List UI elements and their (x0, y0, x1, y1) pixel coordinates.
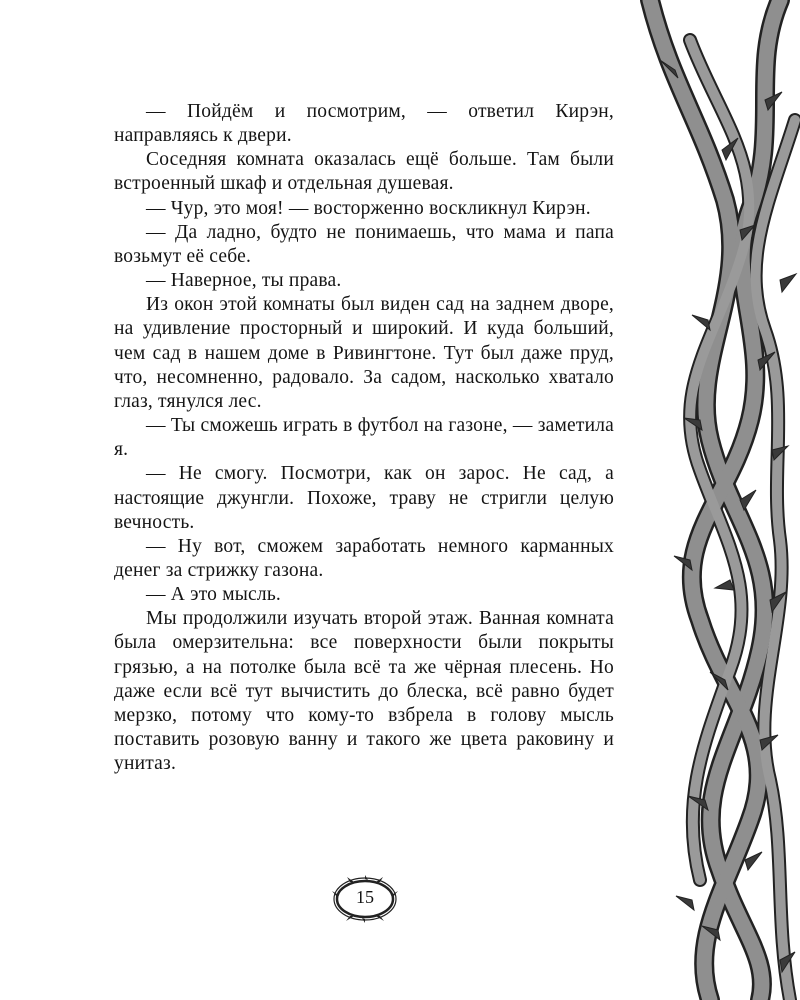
paragraph: Соседняя комната оказалась ещё больше. Там были встроенный шкаф и отдельная душевая. (114, 149, 614, 195)
paragraph: — Не смогу. Посмотри, как он зарос. Не сад, а настоящие джунгли. Похоже, траву не стригли целую вечность. (114, 463, 614, 533)
paragraph: — Пойдём и посмотрим, — ответил Кирэн, направляясь к двери. (114, 101, 614, 147)
paragraph: Из окон этой комнаты был виден сад на заднем дворе, на удивление просторный и широкий. И куда больший, чем сад в нашем доме в Ривингтоне. Тут был даже пруд, что, несомненно, радовало. За садом, насколько хватало глаз, тянулся лес. (114, 294, 614, 412)
page-body-text (114, 100, 614, 776)
paragraph: — Да ладно, будто не понимаешь, что мама и папа возьмут её себе. (114, 221, 614, 267)
paragraph: Мы продолжили изучать второй этаж. Ванная комната была омерзительна: все поверхности были покрыты грязью, а на потолке была всё та же чёрная плесень. Но даже если всё тут вычистить до блеска, всё равно будет мерзко, потому что кому-то взбрела в голову мысль поставить розовую ванну и такого же цвета раковину и унитаз. (114, 608, 614, 775)
paragraph: — Ты сможешь играть в футбол на газоне, — заметила я. (114, 415, 614, 461)
page-number (330, 874, 400, 924)
page-number-text: 15 (356, 887, 374, 907)
thorny-vine-icon (630, 0, 800, 1000)
paragraph: — Наверное, ты права. (146, 270, 342, 292)
paragraph: — Ну вот, сможем заработать немного карманных денег за стрижку газона. (114, 535, 614, 581)
paragraph: — А это мысль. (146, 584, 281, 606)
paragraph: — Чур, это моя! — восторженно воскликнул Кирэн. (146, 197, 591, 219)
